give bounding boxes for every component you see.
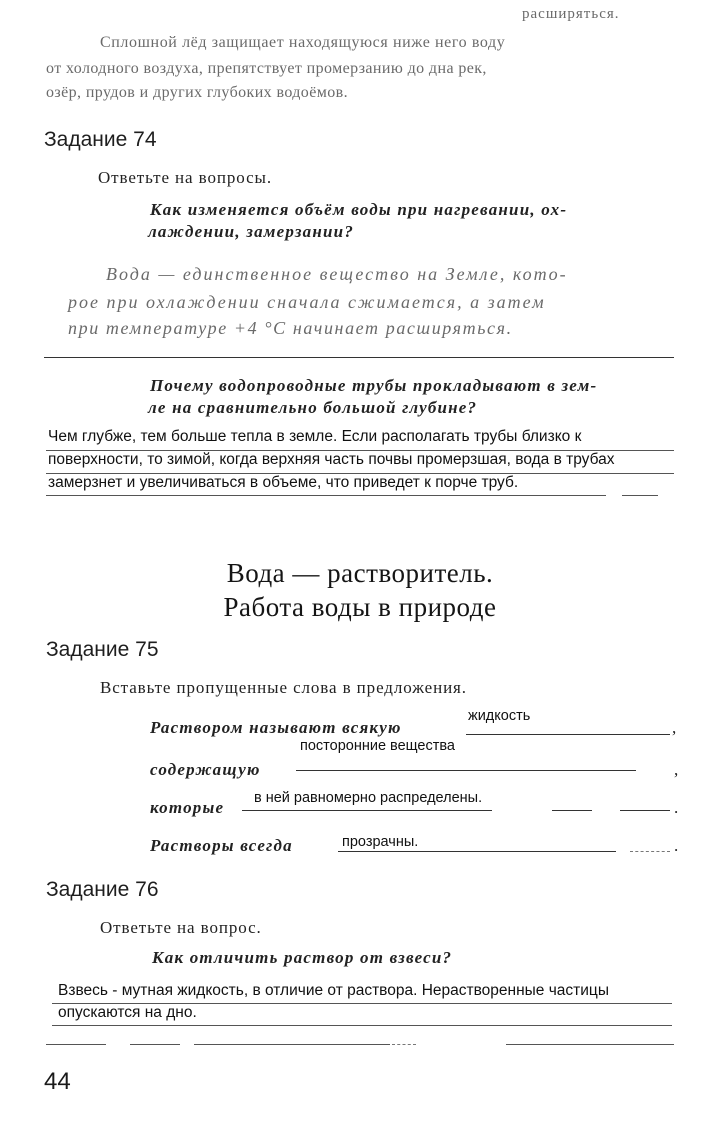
task-75-row-2-prefix: содержащую [150,760,261,779]
answer-line [194,1044,390,1045]
punctuation-period: . [674,836,679,855]
task-75-row-4-prefix: Растворы всегда [150,836,293,855]
task-75-row-1-answer: жидкость [468,708,531,724]
answer-line [506,1044,674,1045]
section-title-line-1: Вода — растворитель. [226,558,494,588]
task-74-printed-answer-line-3: при температуре +4 °С начинает расширяться. [68,318,513,338]
task-74-question-2-line-1: Почему водопроводные трубы прокладывают в зем- [150,376,598,395]
task-75-row-2-answer: посторонние вещества [300,738,455,754]
task-74-title: Задание 74 [44,128,157,151]
top-fragment-line-3: озёр, прудов и других глубоких водоёмов. [46,84,348,101]
answer-line [46,495,606,496]
answer-line [296,770,636,771]
task-76-answer-line-2: опускаются на дно. [58,1004,197,1021]
task-74-instruction: Ответьте на вопросы. [98,168,272,187]
task-74-question-1-line-1: Как изменяется объём воды при нагревании, ох- [150,200,568,219]
task-75-row-3-answer: в ней равномерно распределены. [254,790,483,806]
answer-line [552,810,592,811]
task-75-instruction: Вставьте пропущенные слова в предложения. [100,678,467,697]
task-74-question-1-line-2: лаждении, замерзании? [148,222,355,241]
section-title-line-2: Работа воды в природе [223,592,497,622]
task-75-row-4-answer: прозрачны. [342,834,419,850]
punctuation-comma: , [674,760,679,779]
answer-line [130,1044,180,1045]
answer-line [622,495,658,496]
task-74-printed-answer-line-1: Вода — единственное вещество на Земле, кото- [106,264,568,284]
top-fragment-line-2: от холодного воздуха, препятствует промерзанию до дна рек, [46,60,487,77]
task-76-question: Как отличить раствор от взвеси? [152,948,453,967]
top-corner-word: расширяться. [522,6,620,22]
page-number: 44 [44,1068,71,1095]
answer-line [620,810,670,811]
answer-line [44,357,674,358]
task-74-printed-answer-line-2: рое при охлаждении сначала сжимается, а затем [68,292,546,312]
answer-line [338,851,616,852]
top-fragment-line-1: Сплошной лёд защищает находящуюся ниже него воду [100,34,506,51]
answer-line [630,851,670,852]
task-75-row-1-prefix: Раствором называют всякую [150,718,402,737]
task-75-title: Задание 75 [46,638,159,661]
task-76-answer-line-1: Взвесь - мутная жидкость, в отличие от раствора. Нерастворенные частицы [58,982,609,999]
punctuation-period: . [674,798,679,817]
answer-line [466,734,670,735]
task-74-answer-line-1: Чем глубже, тем больше тепла в земле. Если располагать трубы близко к [48,428,582,445]
answer-line [242,810,492,811]
answer-line [392,1044,416,1045]
task-76-title: Задание 76 [46,878,159,901]
task-74-answer-line-3: замерзнет и увеличиваться в объеме, что приведет к порче труб. [48,474,519,491]
answer-line [46,1044,106,1045]
punctuation-comma: , [672,718,677,737]
task-76-instruction: Ответьте на вопрос. [100,918,262,937]
task-74-question-2-line-2: ле на сравнительно большой глубине? [148,398,478,417]
task-74-answer-line-2: поверхности, то зимой, когда верхняя часть почвы промерзшая, вода в трубах [48,451,615,468]
task-75-row-3-prefix: которые [150,798,225,817]
answer-line [52,1025,672,1026]
